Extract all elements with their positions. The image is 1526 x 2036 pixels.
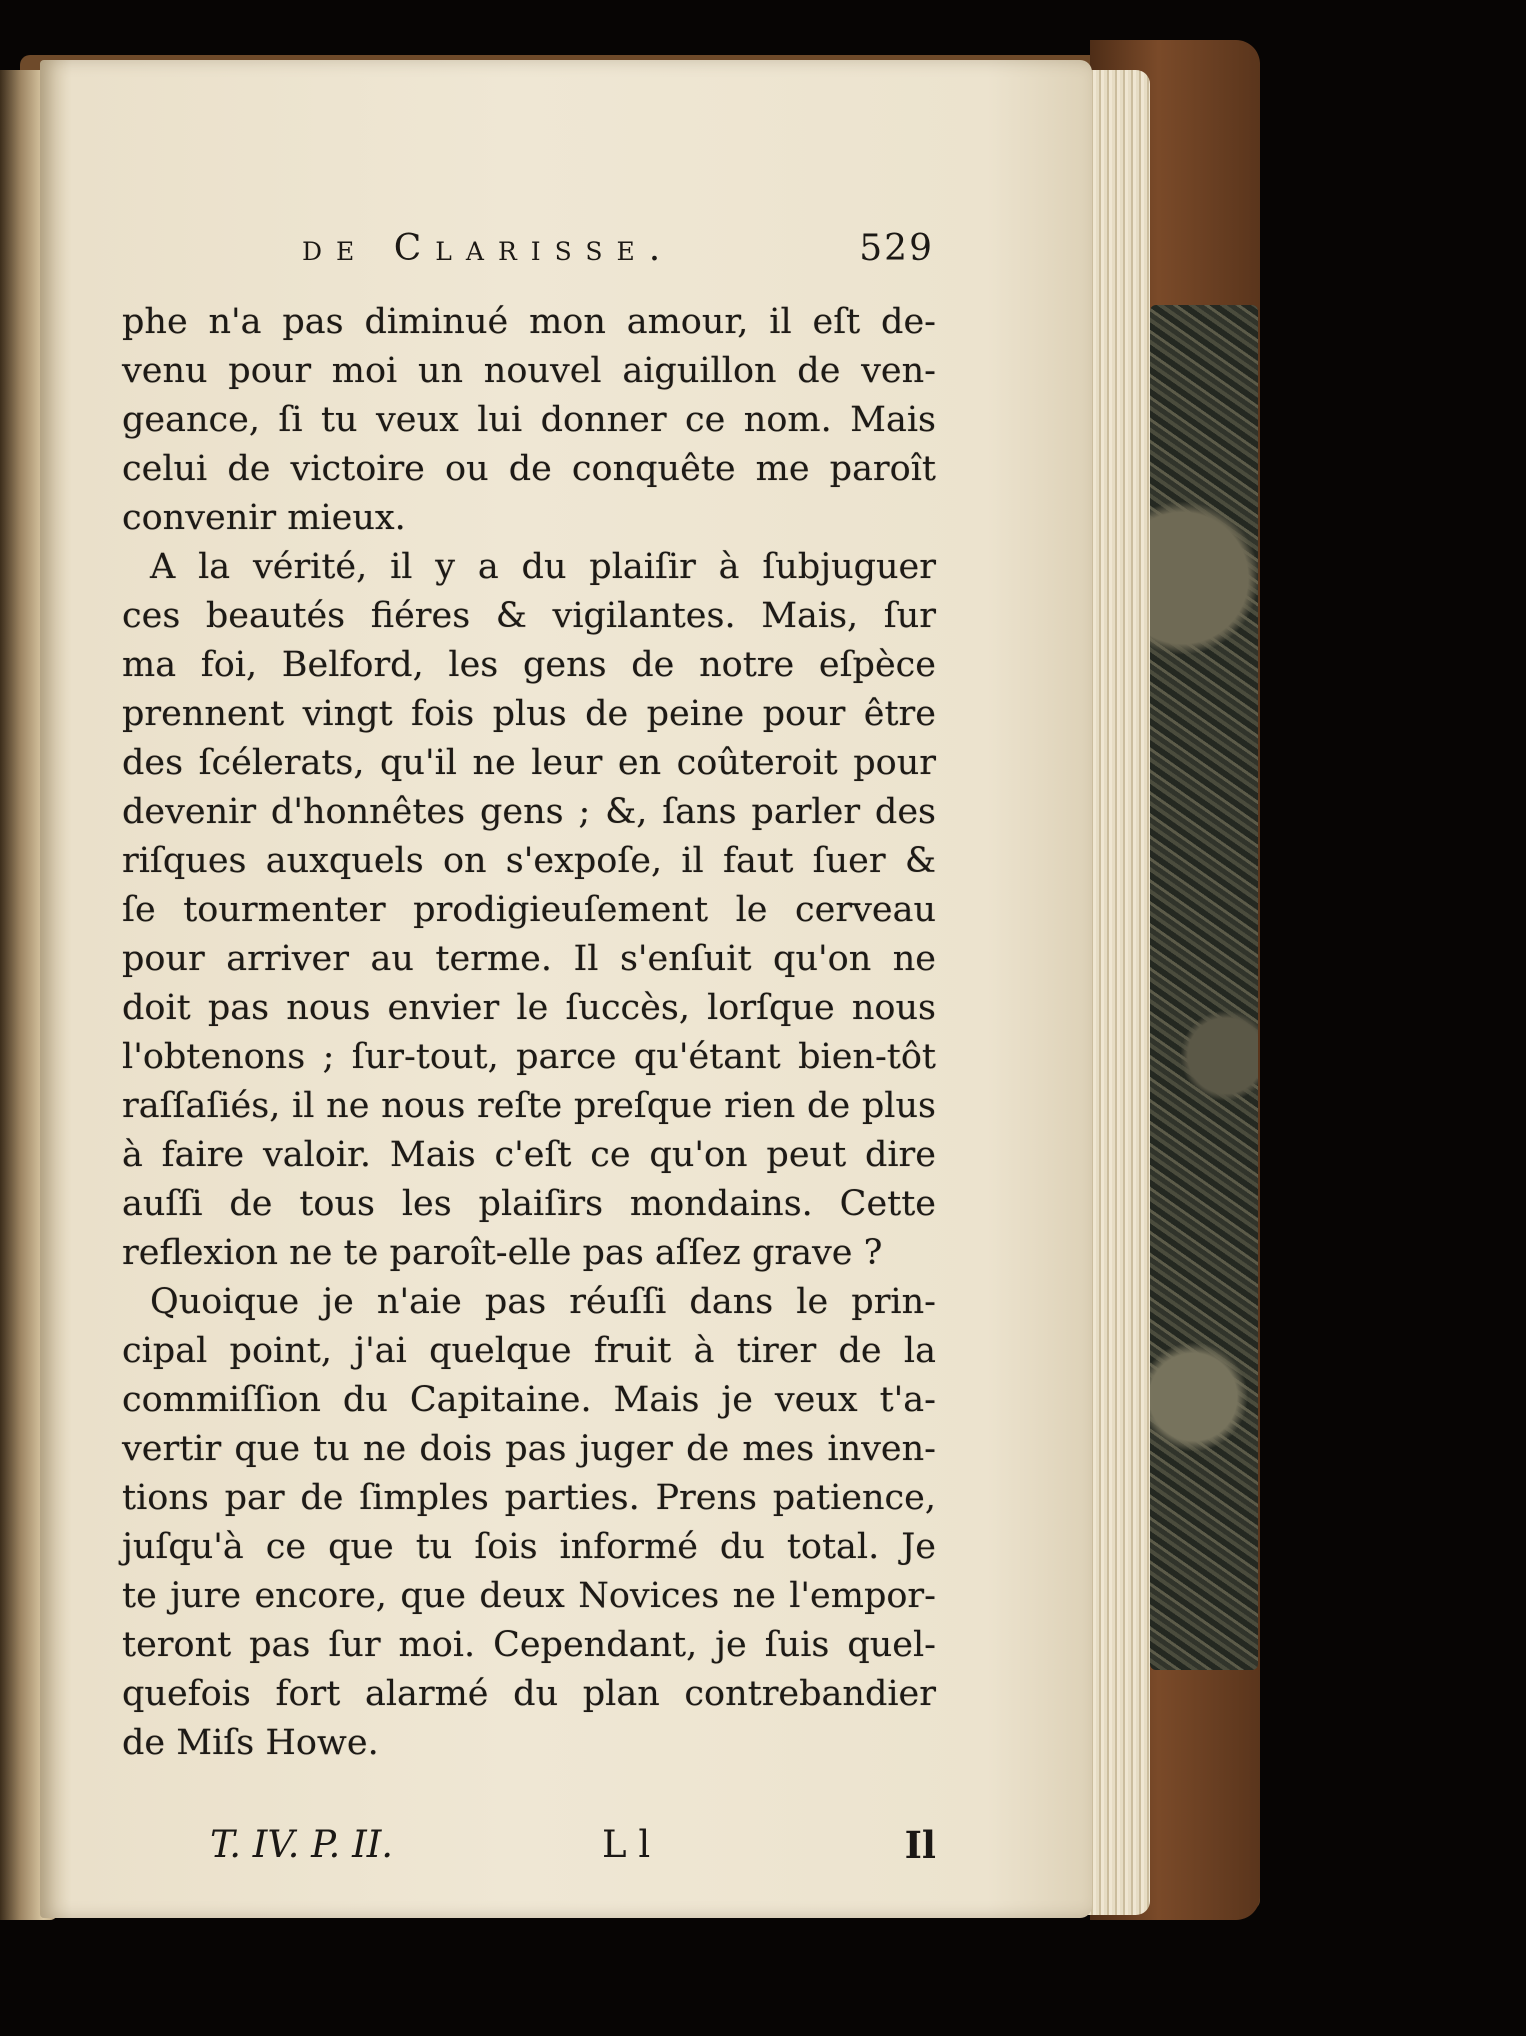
text-line: phe n'a pas diminué mon amour, il eſt de-: [122, 302, 936, 342]
text-line: Quoique je n'aie pas réuſſi dans le prin-: [150, 1282, 936, 1322]
text-line: A la vérité, il y a du plaiſir à ſubjuguer: [150, 547, 936, 587]
text-line: geance, ſi tu veux lui donner ce nom. Mais: [122, 400, 936, 440]
text-line: pour arriver au terme. Il s'enſuit qu'on ne: [122, 939, 936, 979]
page-header: [302, 228, 934, 284]
volume-signature: T. IV. P. II.: [210, 1823, 394, 1866]
text-line: vertir que tu ne dois pas juger de mes inven-: [122, 1429, 936, 1469]
text-line: ces beautés fiéres & vigilantes. Mais, ſur: [122, 596, 936, 636]
page-footer: [122, 1823, 936, 1877]
text-line: te jure encore, que deux Novices ne l'empor-: [122, 1576, 936, 1616]
book-page: [40, 60, 1092, 1918]
running-title: de Clarisse.: [302, 228, 675, 269]
text-line: juſqu'à ce que tu ſois informé du total. Je: [122, 1527, 936, 1567]
text-line: à faire valoir. Mais c'eſt ce qu'on peut dire: [122, 1135, 936, 1175]
text-line: ſe tourmenter prodigieuſement le cerveau: [122, 890, 936, 930]
text-line: tions par de ſimples parties. Prens patience,: [122, 1478, 936, 1518]
signature-mark: L l: [602, 1823, 651, 1866]
text-line: l'obtenons ; ſur-tout, parce qu'étant bien-tôt: [122, 1037, 936, 1077]
text-line: doit pas nous envier le ſuccès, lorſque nous: [122, 988, 936, 1028]
catchword: Il: [904, 1823, 936, 1867]
text-line: riſques auxquels on s'expoſe, il faut ſuer &: [122, 841, 936, 881]
text-line: des ſcélerats, qu'il ne leur en coûteroit pour: [122, 743, 936, 783]
page-number: 529: [859, 228, 934, 269]
text-line: celui de victoire ou de conquête me paroît: [122, 449, 936, 489]
text-line: cipal point, j'ai quelque fruit à tirer de la: [122, 1331, 936, 1371]
text-line: teront pas ſur moi. Cependant, je ſuis quel-: [122, 1625, 936, 1665]
text-line: devenir d'honnêtes gens ; &, ſans parler des: [122, 792, 936, 832]
text-line: quefois fort alarmé du plan contrebandier: [122, 1674, 936, 1714]
text-line: raſſaſiés, il ne nous reſte preſque rien de plus: [122, 1086, 936, 1126]
text-line: venu pour moi un nouvel aiguillon de ven-: [122, 351, 936, 391]
marbled-cover-panel: [1150, 305, 1258, 1670]
text-line: de Miſs Howe.: [122, 1723, 379, 1763]
text-line: ma foi, Belford, les gens de notre eſpèce: [122, 645, 936, 685]
text-line: auſſi de tous les plaiſirs mondains. Cette: [122, 1184, 936, 1224]
text-line: commiſſion du Capitaine. Mais je veux t'a-: [122, 1380, 936, 1420]
text-line: reflexion ne te paroît-elle pas aſſez grave ?: [122, 1233, 883, 1273]
text-line: convenir mieux.: [122, 498, 406, 538]
text-line: prennent vingt fois plus de peine pour être: [122, 694, 936, 734]
